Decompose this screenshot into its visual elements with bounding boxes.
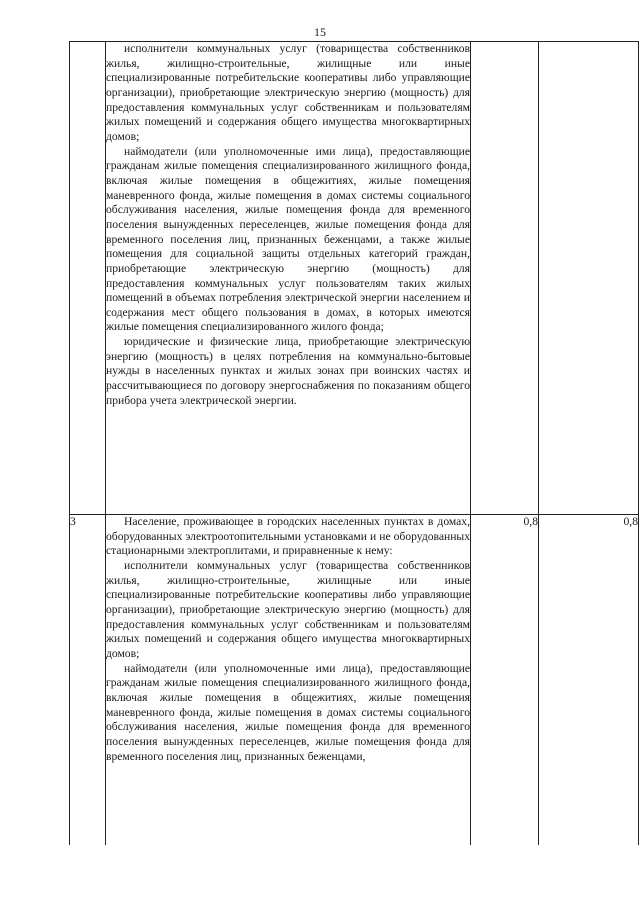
row-number-cell xyxy=(70,42,106,515)
paragraph: исполнители коммунальных услуг (товарищества собственников жилья, жилищно-строительные, жилищные или иные специализированные потребительские кооперативы либо управляющие организации), приобретающие электрическую энергию (мощность) для предоставления коммунальных услуг собственникам и пользователям жилых помещений и содержания общего имущества многоквартирных домов; xyxy=(106,558,470,660)
value-cell-2 xyxy=(539,42,639,515)
value-cell-2: 0,8 xyxy=(539,515,639,898)
row-description-cell xyxy=(106,515,471,898)
page-number: 15 xyxy=(314,25,326,39)
paragraph: наймодатели (или уполномоченные ими лица), предоставляющие гражданам жилые помещения специализированного жилищного фонда, включая жилые помещения в общежитиях, жилые помещения маневренного фонда, жилые помещения в домах системы социального обслуживания населения, жилые помещения фонда для временного поселения вынужденных переселенцев, жилые помещения фонда для временного поселения лиц, признанных беженцами, xyxy=(106,661,470,763)
paragraph: Население, проживающее в городских населенных пунктах в домах, оборудованных электроотопительными установками и не оборудованных стационарными электроплитами, и приравненные к нему: xyxy=(106,515,470,558)
tariff-table xyxy=(69,41,639,898)
paragraph: наймодатели (или уполномоченные ими лица), предоставляющие гражданам жилые помещения специализированного жилищного фонда, включая жилые помещения в общежитиях, жилые помещения маневренного фонда, жилые помещения в домах системы социального обслуживания населения, жилые помещения фонда для временного поселения вынужденных переселенцев, жилые помещения фонда для временного поселения лиц, признанных беженцами, а также жилые помещения для социальной защиты отдельных категорий граждан, приобретающие электрическую энергию (мощность) для предоставления коммунальных услуг пользователям таких жилых помещений в объемах потребления электрической энергии населением и содержания мест общего пользования в домах, в которых имеются жилые помещения специализированного жилого фонда; xyxy=(106,144,470,334)
table-row xyxy=(70,515,639,898)
table-row xyxy=(70,42,639,515)
value-cell-1: 0,8 xyxy=(471,515,539,898)
value-cell-1 xyxy=(471,42,539,515)
page-bottom-margin xyxy=(0,845,640,905)
paragraph: юридические и физические лица, приобретающие электрическую энергию (мощность) в целях потребления на коммунально-бытовые нужды в населенных пунктах и жилых зонах при воинских частях и рассчитывающиеся по договору энергоснабжения по показаниям общего прибора учета электрической энергии. xyxy=(106,335,470,407)
row-description-cell xyxy=(106,42,471,515)
paragraph: исполнители коммунальных услуг (товарищества собственников жилья, жилищно-строительные, жилищные или иные специализированные потребительские кооперативы либо управляющие организации), приобретающие электрическую энергию (мощность) для предоставления коммунальных услуг собственникам и пользователям жилых помещений и содержания общего имущества многоквартирных домов; xyxy=(106,42,470,143)
row-number-cell: 3 xyxy=(70,515,106,898)
